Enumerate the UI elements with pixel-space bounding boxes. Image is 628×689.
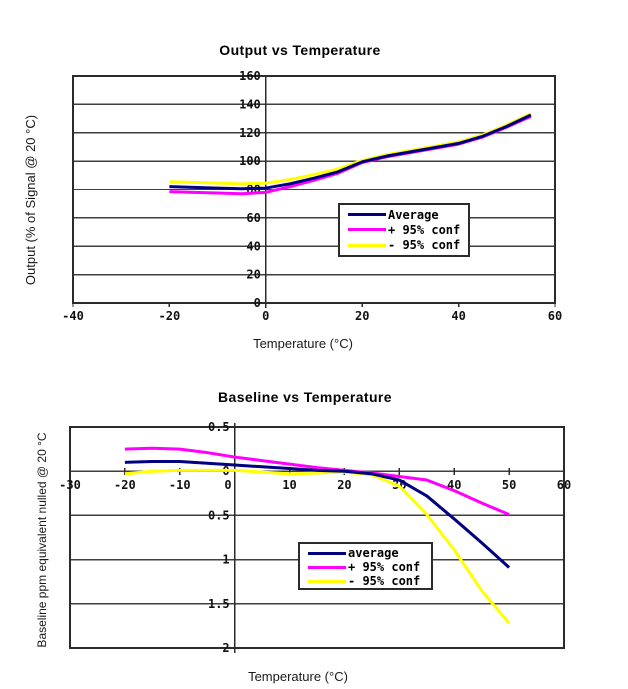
x-tick-label: 20	[354, 309, 370, 323]
chart1-legend	[338, 203, 470, 257]
chart1-title: Output vs Temperature	[219, 42, 381, 58]
legend-label: - 95% conf	[388, 238, 461, 253]
legend-line-swatch	[348, 213, 386, 216]
x-tick-label: 30	[392, 478, 407, 493]
x-tick-label: -20	[158, 309, 181, 323]
chart1-y-axis-title: Output (% of Signal @ 20 °C)	[23, 114, 38, 286]
chart2-title: Baseline vs Temperature	[218, 389, 392, 405]
y-tick-label: 40	[246, 239, 261, 254]
legend-line-swatch	[308, 552, 346, 555]
chart2-y-axis-title: Baseline ppm equivalent nulled @ 20 °C	[35, 432, 49, 648]
x-tick-label: -30	[59, 478, 81, 493]
y-tick-label: 140	[239, 97, 261, 112]
x-tick-label: -10	[168, 478, 191, 493]
legend-entry	[348, 207, 464, 222]
y-tick-label: 160	[239, 69, 261, 83]
legend-label: - 95% conf	[348, 574, 421, 588]
x-tick-label: 60	[556, 478, 572, 493]
legend-entry	[308, 560, 427, 574]
chart1-x-axis-title: Temperature (°C)	[253, 336, 353, 351]
y-tick-label: 120	[239, 125, 261, 140]
legend-entry	[348, 222, 464, 237]
legend-entry	[348, 238, 464, 253]
legend-line-swatch	[348, 244, 386, 247]
y-tick-label: 1	[222, 552, 230, 567]
x-tick-label: -20	[114, 478, 136, 493]
y-tick-label: 100	[239, 154, 261, 169]
legend-entry	[308, 546, 427, 560]
x-tick-label: 0	[262, 309, 270, 323]
x-tick-label: 40	[446, 478, 462, 493]
legend-line-swatch	[348, 228, 386, 231]
chart2-legend	[298, 542, 433, 590]
series-line-average	[169, 115, 531, 189]
series-line--95-conf	[169, 114, 531, 184]
y-tick-label: 20	[246, 267, 261, 282]
legend-line-swatch	[308, 580, 346, 583]
y-tick-label: 0	[222, 464, 230, 479]
legend-label: average	[348, 546, 399, 560]
y-tick-label: 0.5	[207, 508, 230, 523]
y-tick-label: 0.5	[207, 420, 230, 434]
y-tick-label: 1.5	[207, 596, 230, 611]
x-tick-label: 60	[547, 309, 563, 323]
y-tick-label: 0	[253, 296, 261, 310]
x-tick-label: 40	[451, 309, 466, 323]
x-tick-label: 50	[501, 478, 517, 493]
legend-line-swatch	[308, 566, 346, 569]
legend-label: Average	[388, 207, 439, 222]
y-tick-label: 60	[246, 210, 261, 225]
legend-entry	[308, 574, 427, 588]
x-tick-label: 10	[282, 478, 297, 493]
legend-label: + 95% conf	[348, 560, 421, 574]
x-tick-label: 0	[224, 478, 232, 493]
legend-label: + 95% conf	[388, 222, 461, 237]
y-tick-label: 2	[222, 641, 230, 655]
x-tick-label: 20	[337, 478, 352, 493]
x-tick-label: -40	[62, 309, 84, 323]
chart2-x-axis-title: Temperature (°C)	[248, 669, 348, 684]
y-tick-label: 80	[246, 182, 261, 197]
plot-border	[70, 427, 564, 648]
